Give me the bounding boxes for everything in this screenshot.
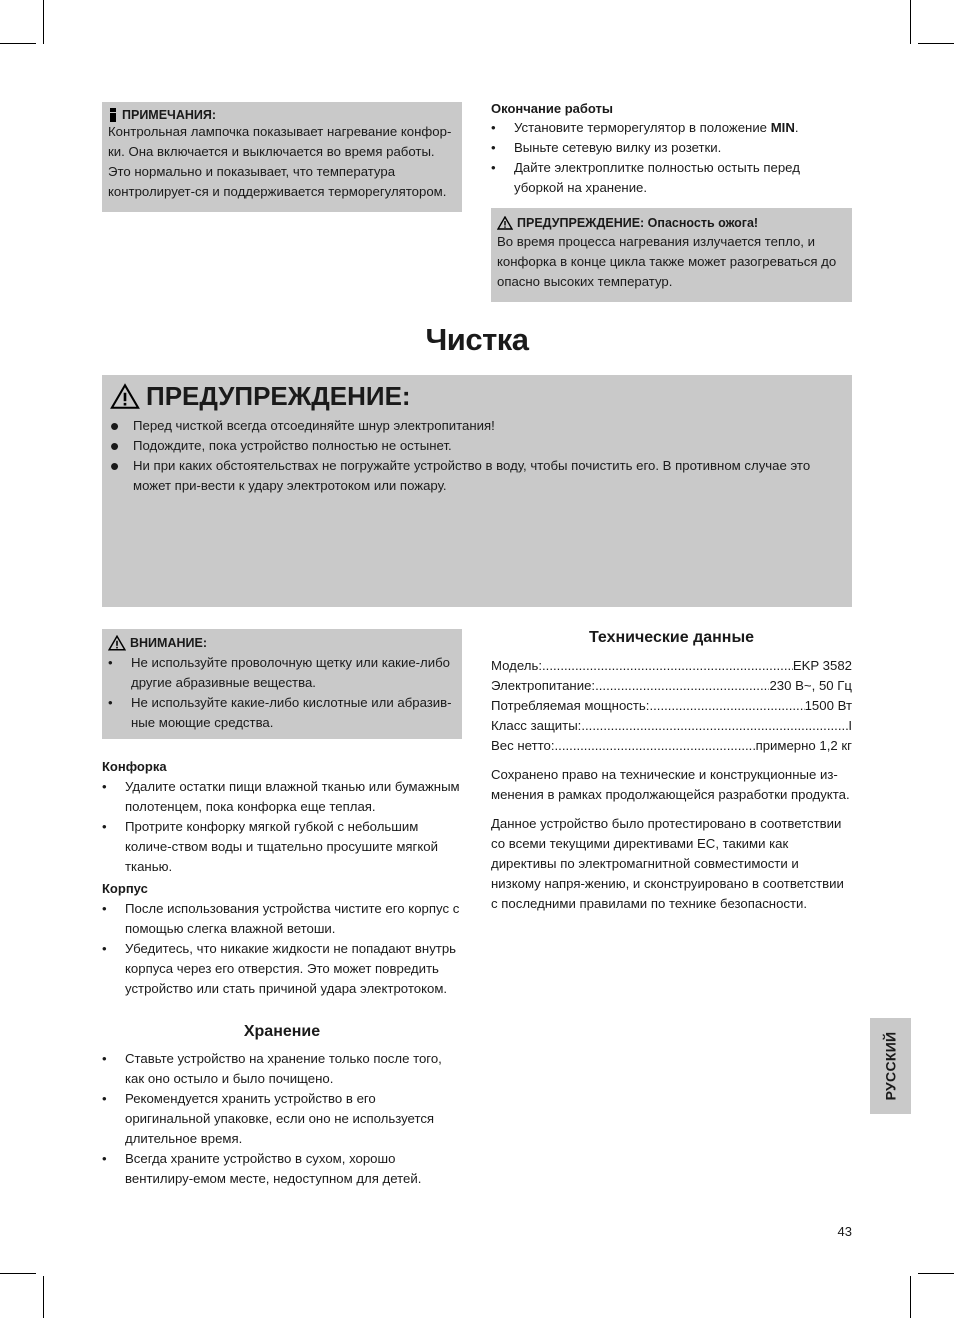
attention-box [102, 629, 462, 739]
note-header [108, 108, 456, 122]
spec-row [491, 696, 852, 716]
storage-list-item: • Рекомендуется хранить устройство в его оригинальной упаковке, если оно не используется длительное время. [102, 1089, 462, 1149]
housing-list-item: • После использования устройства чистите его корпус с помощью слегка влажной ветоши. [102, 899, 462, 939]
crop-mark [0, 43, 36, 44]
warning-triangle-icon [110, 383, 140, 410]
big-warning-title: ПРЕДУПРЕЖДЕНИЕ: [146, 381, 411, 411]
finish-list [491, 118, 853, 198]
storage-list-item: • Ставьте устройство на хранение только после того, как оно остыло и было почищено. [102, 1049, 462, 1089]
storage-heading: Хранение [243, 1023, 321, 1040]
burn-warning-header [497, 216, 846, 230]
tech-paragraph-changes: Сохранено право на технические и конструкционные из-менения в рамках продолжающейся разработки продукта. [491, 767, 850, 802]
spec-value: I [848, 718, 852, 733]
crop-mark [918, 1273, 954, 1274]
emphasis: MIN [770, 120, 795, 135]
warning-triangle-icon [497, 216, 513, 230]
spec-list [491, 656, 852, 756]
spec-row [491, 736, 852, 756]
spec-row [491, 676, 852, 696]
finish-list-item: • Установите терморегулятор в положение MIN. [491, 118, 853, 138]
burn-warning-box [491, 208, 852, 302]
language-tab [870, 1018, 911, 1114]
housing-heading: Корпус [102, 881, 148, 896]
spec-row [491, 716, 852, 736]
crop-mark [43, 1276, 44, 1318]
hotplate-list-item: • Протрите конфорку мягкой губкой с небольшим количе-ством воды и тщательно просушите мягкой тканью. [102, 817, 462, 877]
hotplate-list [102, 777, 462, 877]
tech-section [491, 629, 852, 914]
finish-list-item: • Выньте сетевую вилку из розетки. [491, 138, 853, 158]
warning-triangle-icon [108, 635, 126, 651]
hotplate-list-item: • Удалите остатки пищи влажной тканью или бумажным полотенцем, пока конфорка еще теплая. [102, 777, 462, 817]
hotplate-heading: Конфорка [102, 759, 167, 774]
note-text: Контрольная лампочка показывает нагревание конфор-ки. Она включается и выключается во время работы. Это нормально и показывает, что температура контролирует-ся и поддерживается терморегулятором. [108, 124, 452, 199]
burn-warning-text: Во время процесса нагревания излучается тепло, и конфорка в конце цикла также может разогреваться до опасно высоких температур. [497, 234, 837, 289]
crop-mark [910, 1276, 911, 1318]
housing-list-item: • Убедитесь, что никакие жидкости не попадают внутрь корпуса через его отверстия. Это может повредить устройство или стать причиной удара электротоком. [102, 939, 462, 999]
page-title: Чистка [425, 322, 529, 357]
housing-section [102, 881, 462, 999]
spec-value: 230 В~, 50 Гц [769, 678, 852, 693]
crop-mark [43, 0, 44, 44]
page-number: 43 [837, 1224, 852, 1239]
hotplate-section [102, 759, 462, 877]
spec-label: Модель: [491, 658, 542, 673]
language-tab-label: РУССКИЙ [882, 1031, 899, 1101]
big-warning-header [110, 381, 844, 412]
big-warning-list [110, 416, 844, 496]
attention-list-item: • Не используйте проволочную щетку или какие-либо другие абразивные вещества. [108, 653, 456, 693]
attention-title: ВНИМАНИЕ: [130, 636, 207, 650]
note-title: ПРИМЕЧАНИЯ: [122, 108, 217, 122]
spec-label: Электропитание: [491, 678, 596, 693]
spec-label: Класс защиты: [491, 718, 582, 733]
spec-row [491, 656, 852, 676]
tech-heading: Технические данные [588, 629, 755, 646]
crop-mark [910, 0, 911, 44]
info-icon [108, 108, 118, 122]
spec-label: Потребляемая мощность: [491, 698, 650, 713]
finish-list-item: • Дайте электроплитке полностью остыть перед уборкой на хранение. [491, 158, 853, 198]
finish-section [491, 101, 853, 198]
storage-list [102, 1049, 462, 1189]
storage-section [102, 1023, 462, 1189]
attention-header [108, 635, 456, 651]
storage-list-item: • Всегда храните устройство в сухом, хорошо вентилиру-емом месте, недоступном для детей. [102, 1149, 462, 1189]
crop-mark [918, 43, 954, 44]
spec-leader-dots [542, 656, 793, 676]
warning-list-item: • Ни при каких обстоятельствах не погружайте устройство в воду, чтобы почистить его. В противном случае это может при-вести к удару электротоком или пожару. [110, 456, 844, 496]
spec-label: Вес нетто: [491, 738, 555, 753]
spec-leader-dots [595, 676, 769, 696]
note-box [102, 102, 462, 212]
spec-leader-dots [581, 716, 848, 736]
warning-list-item: • Подождите, пока устройство полностью не остынет. [110, 436, 844, 456]
big-warning-box [102, 375, 852, 607]
warning-list-item: • Перед чисткой всегда отсоединяйте шнур электропитания! [110, 416, 844, 436]
spec-value: EKP 3582 [792, 658, 852, 673]
housing-list [102, 899, 462, 999]
finish-heading: Окончание работы [491, 101, 613, 116]
spec-value: примерно 1,2 кг [755, 738, 852, 753]
tech-paragraph-compliance: Данное устройство было протестировано в соответствии со всеми текущими директивами ЕС, такими как директивы по электромагнитной совместимости и низкому напря-жению, и сконструировано в соответствии с последними правилами по технике безопасности. [491, 816, 844, 911]
spec-value: 1500 Вт [804, 698, 852, 713]
burn-warning-title: ПРЕДУПРЕЖДЕНИЕ: Опасность ожога! [517, 216, 759, 230]
spec-leader-dots [649, 696, 804, 716]
attention-list-item: • Не используйте какие-либо кислотные или абразив-ные моющие средства. [108, 693, 456, 733]
attention-list [108, 653, 456, 733]
spec-leader-dots [555, 736, 756, 756]
crop-mark [0, 1273, 36, 1274]
